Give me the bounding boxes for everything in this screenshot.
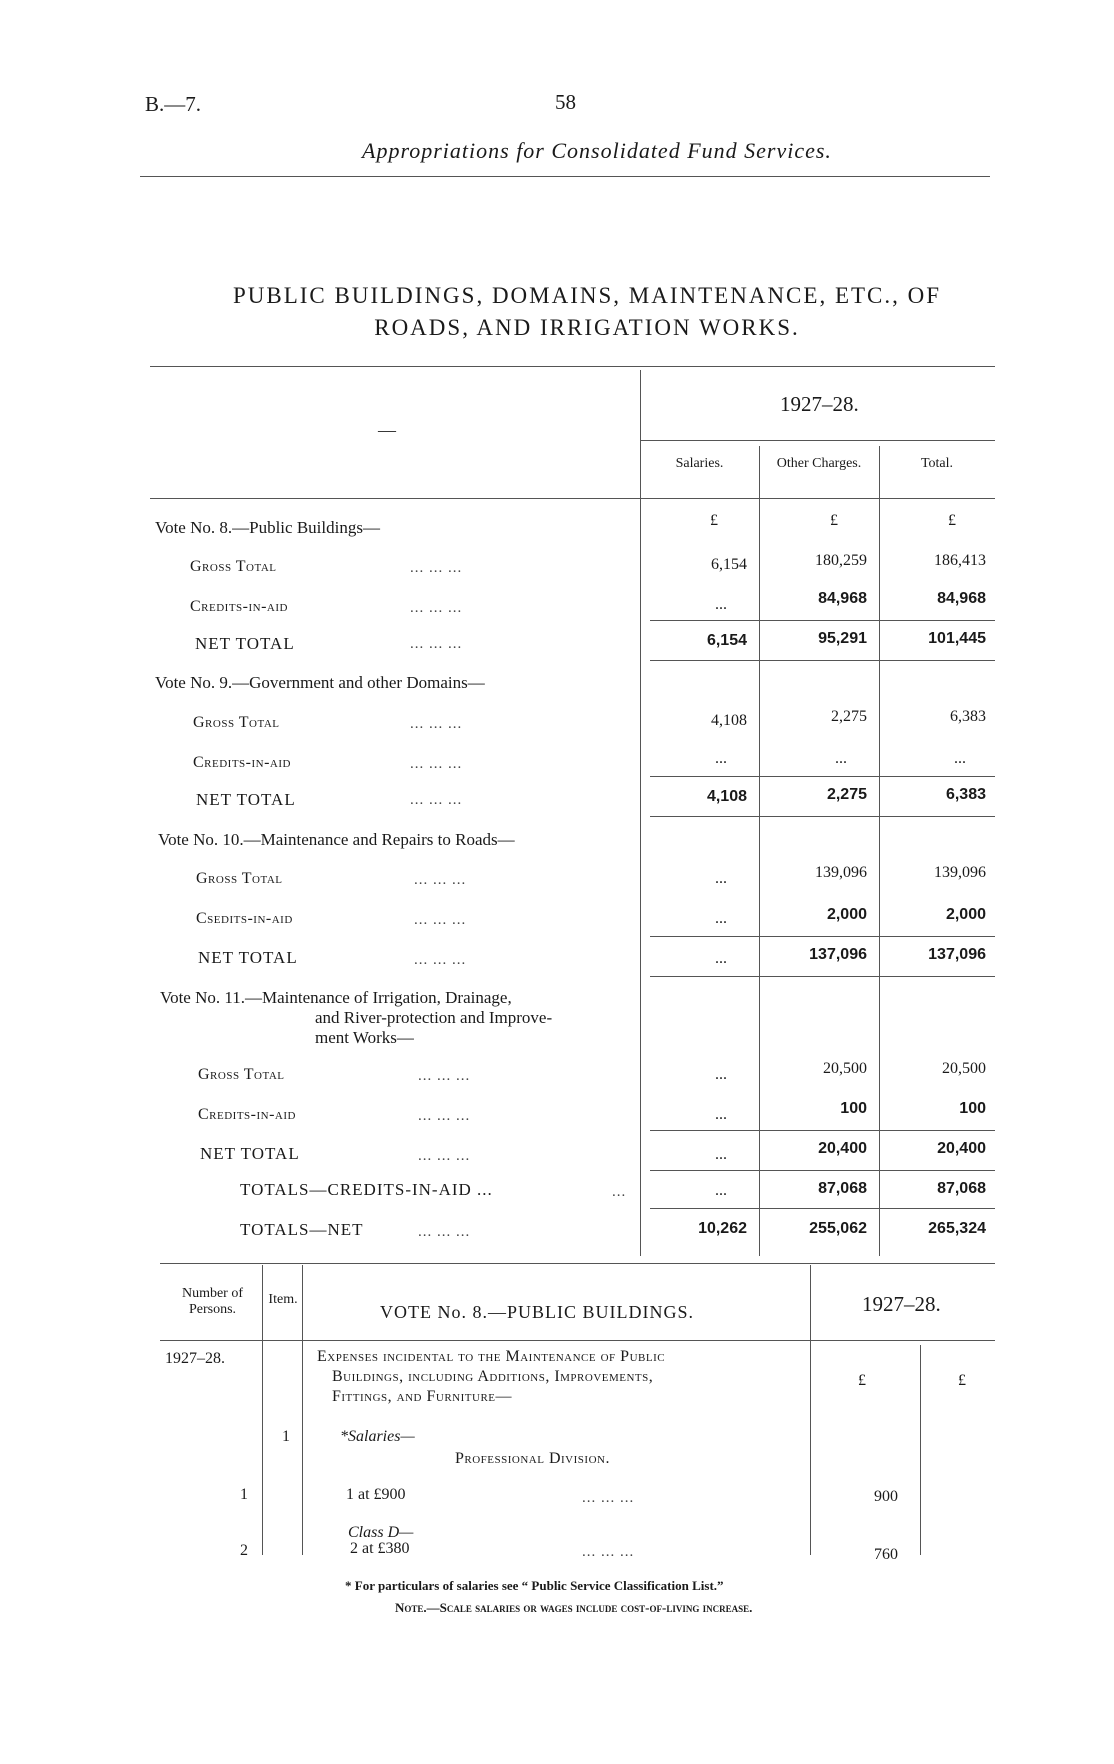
row-1-persons: 1 xyxy=(240,1486,248,1503)
vote-8-gross-label: Gross Total xyxy=(190,558,277,575)
vote-8-gross-salaries: 6,154 xyxy=(711,556,747,573)
leader-dots: ... ... ... xyxy=(418,1148,471,1164)
vote-8-net-salaries: 6,154 xyxy=(706,632,747,649)
leader-dots: ... xyxy=(612,1184,627,1200)
col-number-of-persons: Number of Persons. xyxy=(181,1286,244,1317)
vote-11-credits-total: 100 xyxy=(959,1100,986,1117)
vote-11-gross-salaries: ... xyxy=(715,1066,727,1083)
vote-10-credits-other: 2,000 xyxy=(826,906,867,923)
vote-9-credits-other: ... xyxy=(835,750,847,767)
vote-8-net-label: NET TOTAL xyxy=(195,634,295,653)
vote-8-gross-total: 186,413 xyxy=(934,552,986,569)
vote-9-gross-total: 6,383 xyxy=(950,708,986,725)
vote-10-gross-other: 139,096 xyxy=(815,864,867,881)
page-subtitle: Appropriations for Consolidated Fund Services. xyxy=(362,138,832,163)
pound-col1: £ xyxy=(858,1372,866,1389)
summary-header-dash: — xyxy=(378,420,396,440)
vote-10-net-label: NET TOTAL xyxy=(198,948,298,967)
salaries-heading: *Salaries— xyxy=(340,1428,415,1445)
leader-dots: ... ... ... xyxy=(418,1224,471,1240)
row-2-class: Class D— xyxy=(348,1524,414,1541)
vote-9-title: Vote No. 9.—Government and other Domains— xyxy=(155,673,485,692)
item-number: 1 xyxy=(282,1428,290,1445)
vote-8-gross-other: 180,259 xyxy=(815,552,867,569)
leader-dots: ... ... ... xyxy=(582,1490,635,1506)
leader-dots: ... ... ... xyxy=(410,756,463,772)
vote-10-credits-label: Csedits-in-aid xyxy=(196,910,293,927)
vote-8-credits-salaries: ... xyxy=(715,596,727,613)
leader-dots: ... ... ... xyxy=(418,1108,471,1124)
vote-10-credits-salaries: ... xyxy=(715,910,727,927)
vote-10-credits-total: 2,000 xyxy=(945,906,986,923)
vote-8-net-total: 101,445 xyxy=(928,630,986,647)
col-other-charges: Other Charges. xyxy=(776,456,862,471)
vote-8-net-other: 95,291 xyxy=(818,630,867,647)
leader-dots: ... ... ... xyxy=(410,636,463,652)
vote-9-credits-salaries: ... xyxy=(715,750,727,767)
vote-11-credits-salaries: ... xyxy=(715,1106,727,1123)
vote-9-net-salaries: 4,108 xyxy=(706,788,747,805)
footnote: * For particulars of salaries see “ Public Service Classification List.” xyxy=(345,1578,724,1593)
vote-10-net-salaries: ... xyxy=(715,950,727,967)
leader-dots: ... ... ... xyxy=(414,872,467,888)
vote-11-credits-other: 100 xyxy=(840,1100,867,1117)
vote-9-gross-other: 2,275 xyxy=(831,708,867,725)
row-1-desc: 1 at £900 xyxy=(346,1486,406,1503)
expenses-line1: Expenses incidental to the Maintenance of Public xyxy=(317,1348,666,1365)
col-total: Total. xyxy=(920,456,954,471)
header-rule xyxy=(140,176,990,177)
vote-11-gross-total: 20,500 xyxy=(942,1060,986,1077)
vote-11-net-label: NET TOTAL xyxy=(200,1144,300,1163)
vote-11-net-total: 20,400 xyxy=(937,1140,986,1157)
vote-11-net-salaries: ... xyxy=(715,1146,727,1163)
totals-credits-total: 87,068 xyxy=(937,1180,986,1197)
pound-total: £ xyxy=(948,512,956,529)
vote-9-credits-total: ... xyxy=(954,750,966,767)
totals-net-salaries: 10,262 xyxy=(698,1220,747,1237)
vote-10-net-other: 137,096 xyxy=(809,946,867,963)
row-2-persons: 2 xyxy=(240,1542,248,1559)
vote-11-gross-label: Gross Total xyxy=(198,1066,285,1083)
vote-8-credits-total: 84,968 xyxy=(937,590,986,607)
totals-credits-other: 87,068 xyxy=(818,1180,867,1197)
vote-11-title-line1: Vote No. 11.—Maintenance of Irrigation, Drainage, xyxy=(160,988,512,1007)
leader-dots: ... ... ... xyxy=(410,600,463,616)
leader-dots: ... ... ... xyxy=(582,1544,635,1560)
totals-credits-salaries: ... xyxy=(715,1182,727,1199)
leader-dots: ... ... ... xyxy=(410,560,463,576)
leader-dots: ... ... ... xyxy=(410,716,463,732)
leader-dots: ... ... ... xyxy=(418,1068,471,1084)
vote-11-credits-label: Credits-in-aid xyxy=(198,1106,296,1123)
expenses-line2: Buildings, including Additions, Improvements, xyxy=(332,1368,654,1385)
vote-11-gross-other: 20,500 xyxy=(823,1060,867,1077)
row-1-amount: 900 xyxy=(874,1488,898,1505)
leader-dots: ... ... ... xyxy=(414,952,467,968)
vote-8-heading: VOTE No. 8.—PUBLIC BUILDINGS. xyxy=(380,1302,694,1322)
totals-net-other: 255,062 xyxy=(809,1220,867,1237)
section-title-line2: ROADS, AND IRRIGATION WORKS. xyxy=(374,315,800,340)
vote-9-gross-salaries: 4,108 xyxy=(711,712,747,729)
row-2-amount: 760 xyxy=(874,1546,898,1563)
persons-year: 1927–28. xyxy=(165,1350,225,1367)
pound-other: £ xyxy=(830,512,838,529)
totals-credits-label: TOTALS—CREDITS-IN-AID ... xyxy=(240,1180,493,1199)
vote-8-year: 1927–28. xyxy=(862,1292,941,1316)
page-number: 58 xyxy=(555,90,576,114)
document-reference: B.—7. xyxy=(145,92,202,116)
vote-11-title-line3: ment Works— xyxy=(315,1028,414,1047)
vote-11-title-line2: and River-protection and Improve- xyxy=(315,1008,553,1027)
col-item: Item. xyxy=(268,1292,298,1307)
totals-net-label: TOTALS—NET xyxy=(240,1220,364,1239)
vote-9-net-label: NET TOTAL xyxy=(196,790,296,809)
leader-dots: ... ... ... xyxy=(414,912,467,928)
expenses-line3: Fittings, and Furniture— xyxy=(332,1388,513,1405)
vote-10-net-total: 137,096 xyxy=(928,946,986,963)
professional-division: Professional Division. xyxy=(455,1450,610,1467)
vote-9-gross-label: Gross Total xyxy=(193,714,280,731)
vote-8-title: Vote No. 8.—Public Buildings— xyxy=(155,518,380,537)
section-title-line1: PUBLIC BUILDINGS, DOMAINS, MAINTENANCE, ETC., OF xyxy=(232,283,942,308)
summary-year: 1927–28. xyxy=(780,392,859,416)
pound-col2: £ xyxy=(958,1372,966,1389)
vote-10-gross-salaries: ... xyxy=(715,870,727,887)
vote-8-credits-other: 84,968 xyxy=(818,590,867,607)
vote-10-gross-label: Gross Total xyxy=(196,870,283,887)
vote-9-net-other: 2,275 xyxy=(826,786,867,803)
vote-10-gross-total: 139,096 xyxy=(934,864,986,881)
vote-9-net-total: 6,383 xyxy=(945,786,986,803)
leader-dots: ... ... ... xyxy=(410,792,463,808)
vote-9-credits-label: Credits-in-aid xyxy=(193,754,291,771)
note: Note.—Scale salaries or wages include cost-of-living increase. xyxy=(395,1600,753,1615)
vote-8-credits-label: Credits-in-aid xyxy=(190,598,288,615)
pound-salaries: £ xyxy=(710,512,718,529)
totals-net-total: 265,324 xyxy=(928,1220,986,1237)
vote-10-title: Vote No. 10.—Maintenance and Repairs to Roads— xyxy=(158,830,515,849)
vote-11-net-other: 20,400 xyxy=(818,1140,867,1157)
row-2-desc: 2 at £380 xyxy=(350,1540,410,1557)
col-salaries: Salaries. xyxy=(675,456,724,471)
